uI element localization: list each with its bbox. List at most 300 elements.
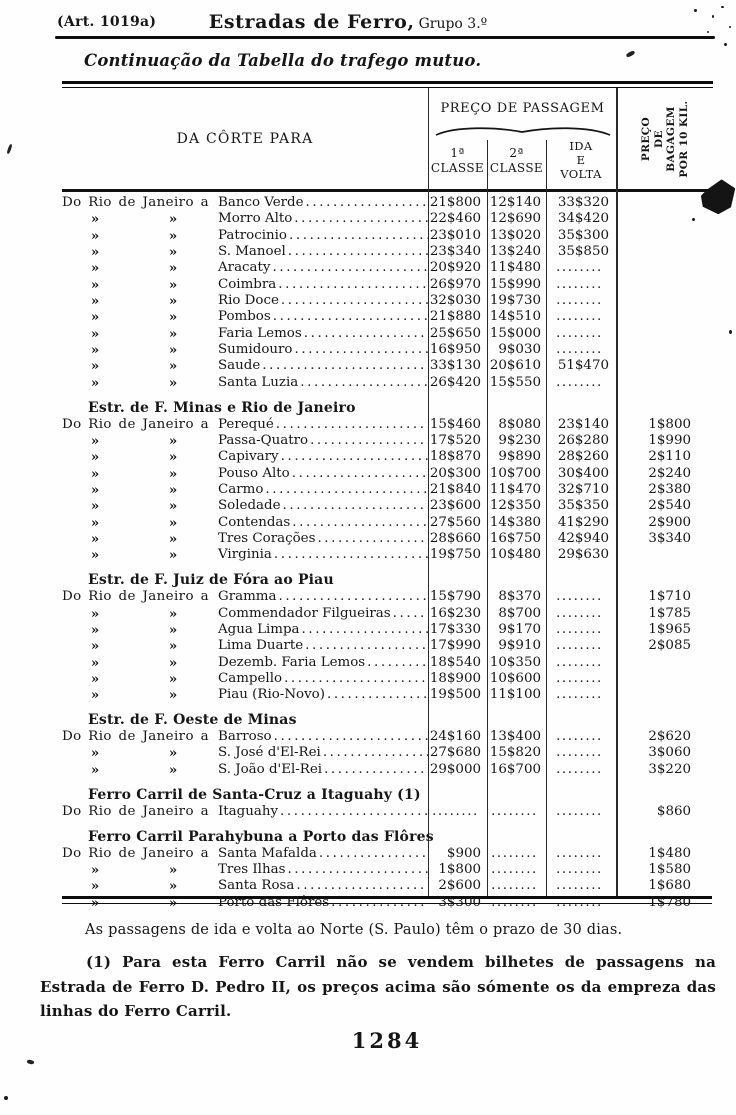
ditto-mark: » (90, 638, 100, 655)
destination-name: Faria Lemos (218, 325, 302, 341)
fare-second-class: 10$700 (489, 465, 541, 481)
table-row (62, 606, 712, 622)
destination-name: Piau (Rio-Novo) (218, 687, 325, 703)
baggage-price (617, 687, 712, 703)
destination-name: Pombos (218, 309, 271, 325)
fare-first-class: 18$870 (429, 449, 481, 465)
destination-name: Contendas (218, 514, 291, 530)
baggage-price: 1$800 (648, 416, 691, 432)
ditto-mark: » (168, 654, 178, 671)
leader-dots (294, 211, 428, 227)
baggage-price: 2$240 (648, 465, 691, 481)
baggage-price: 2$900 (648, 514, 691, 530)
destination-cell (62, 326, 428, 342)
ditto-mark: » (168, 687, 178, 704)
baggage-price (617, 195, 712, 211)
baggage-price (617, 244, 712, 260)
fare-second-class: 12$140 (489, 195, 541, 210)
fare-second-class: 16$700 (489, 761, 541, 777)
table-row (62, 358, 712, 374)
table-row (62, 687, 712, 703)
destination-name: S. Manoel (218, 244, 286, 260)
leader-dots (281, 449, 428, 465)
fare-second-class: 13$240 (489, 244, 541, 260)
baggage-price: 1$990 (648, 432, 691, 448)
table-row (62, 498, 712, 514)
page-title-group: Grupo 3.º (418, 16, 488, 32)
table-row (62, 482, 712, 498)
table-row (62, 277, 712, 293)
destination-name: Dezemb. Faria Lemos (218, 654, 366, 670)
ditto-mark: » (90, 745, 100, 762)
fare-second-class: 19$730 (489, 293, 541, 309)
ditto-mark: » (168, 276, 178, 293)
footnote-ferro-carril: (1) Para esta Ferro Carril não se vendem bilhetes de passagens na Estrada de Ferro D. Pedro II, os preços acima são sómente os da empreza das linhas do Ferro Carril. (40, 953, 716, 1020)
baggage-price (617, 342, 712, 358)
ditto-mark: » (168, 211, 178, 228)
table-row (62, 846, 712, 862)
ink-smudge (626, 50, 636, 58)
leader-dots (295, 342, 429, 358)
ink-speck (694, 9, 697, 12)
fare-second-class: 15$550 (489, 374, 541, 390)
fare-roundtrip: 35$850 (557, 244, 609, 260)
destination-cell (62, 862, 428, 878)
leader-dots (284, 671, 428, 687)
fare-roundtrip: 23$140 (557, 416, 609, 432)
leader-dots (310, 433, 428, 449)
table-row (62, 326, 712, 342)
fare-second-class: 10$350 (489, 654, 541, 670)
destination-cell (62, 895, 428, 911)
fare-second-class: 11$100 (489, 687, 541, 703)
destination-name: Itaguahy (218, 803, 279, 819)
ditto-mark: » (168, 449, 178, 466)
ditto-mark: » (168, 878, 178, 895)
ink-smudge (6, 144, 12, 154)
destination-cell (62, 482, 428, 498)
destination-name: Capivary (218, 449, 279, 465)
table-row (62, 466, 712, 482)
fare-first-class: 15$460 (429, 416, 481, 432)
table-row (62, 729, 712, 745)
brace-rule (434, 124, 612, 137)
ink-speck (712, 15, 714, 18)
destination-name: Santa Rosa (218, 878, 295, 894)
destination-cell (62, 729, 428, 745)
fare-first-class: 17$990 (429, 638, 481, 654)
ditto-mark: » (168, 260, 178, 277)
table-row (62, 862, 712, 878)
leader-dots (281, 293, 428, 309)
fare-first-class: 15$790 (429, 589, 481, 605)
ditto-mark: » (90, 670, 100, 687)
fare-second-class: ........ (491, 803, 538, 819)
ditto-mark: » (168, 547, 178, 564)
fare-first-class: 21$800 (429, 195, 481, 210)
destination-name: Banco Verde (218, 195, 304, 210)
ditto-mark: » (90, 358, 100, 375)
fare-roundtrip: ........ (556, 761, 603, 777)
fare-first-class: 25$650 (429, 325, 481, 341)
destination-cell (62, 531, 428, 547)
destination-name: Saude (218, 358, 261, 374)
fare-second-class: ........ (491, 894, 538, 910)
baggage-price: 2$380 (648, 482, 691, 497)
leader-dots (278, 277, 428, 293)
destination-name: Perequé (218, 416, 274, 432)
fare-first-class: 22$460 (429, 211, 481, 227)
destination-cell (62, 606, 428, 622)
ditto-mark: » (168, 432, 178, 449)
page-title: Estradas de Ferro, (208, 11, 415, 33)
leader-dots (289, 228, 428, 244)
fare-first-class: 18$540 (429, 654, 481, 670)
fare-second-class: 9$910 (498, 638, 541, 654)
baggage-price (617, 293, 712, 309)
ditto-mark: » (90, 621, 100, 638)
page-header (0, 11, 696, 33)
ditto-mark: » (168, 374, 178, 391)
baggage-price: 1$965 (648, 621, 691, 637)
baggage-price: 1$710 (648, 589, 691, 605)
baggage-price (617, 655, 712, 671)
leader-dots (323, 745, 428, 761)
destination-cell (62, 449, 428, 465)
destination-cell (62, 655, 428, 671)
leader-dots (283, 498, 429, 514)
table-row (62, 762, 712, 778)
fare-first-class: 28$660 (429, 531, 481, 547)
fare-second-class: 8$370 (498, 589, 541, 605)
fare-second-class: 11$480 (489, 260, 541, 276)
table-row (62, 211, 712, 227)
destination-name: Barroso (218, 729, 272, 745)
destination-cell (62, 375, 428, 391)
ditto-mark: » (90, 211, 100, 228)
destination-cell (62, 433, 428, 449)
ditto-mark: » (168, 498, 178, 515)
fare-roundtrip: 35$300 (557, 227, 609, 243)
table-row (62, 309, 712, 325)
table-row (62, 433, 712, 449)
fare-second-class: 8$700 (498, 605, 541, 621)
leader-dots (296, 878, 428, 894)
destination-cell (62, 195, 428, 211)
fare-roundtrip: ........ (556, 687, 603, 703)
fare-roundtrip: ........ (556, 589, 603, 605)
ditto-mark: » (90, 244, 100, 261)
fare-second-class: 13$400 (489, 729, 541, 745)
table-row (62, 449, 712, 465)
ink-speck (692, 218, 695, 221)
fare-second-class: 11$470 (489, 482, 541, 497)
ink-speck (729, 26, 731, 28)
fare-first-class: 20$920 (429, 260, 481, 276)
leader-dots (280, 804, 428, 820)
fare-second-class: 9$890 (498, 449, 541, 465)
leader-dots (327, 687, 428, 703)
baggage-price: 1$580 (648, 861, 691, 877)
fare-roundtrip: ........ (556, 621, 603, 637)
destination-cell (62, 622, 428, 638)
column-group-header-fares: PREÇO DE PASSAGEM (440, 101, 605, 116)
destination-name: Coimbra (218, 276, 277, 292)
column-header-origin: DA CÔRTE PARA (176, 131, 314, 147)
article-reference: (Art. 1019a) (57, 14, 157, 30)
ditto-mark: » (168, 638, 178, 655)
leader-dots (262, 358, 428, 374)
ditto-mark: » (90, 342, 100, 359)
fare-first-class: 23$340 (429, 244, 481, 260)
leader-dots (319, 846, 428, 862)
ditto-mark: » (90, 654, 100, 671)
ditto-mark: » (90, 482, 100, 498)
ditto-mark: » (90, 374, 100, 391)
leader-dots (292, 466, 428, 482)
table-row (62, 342, 712, 358)
fare-roundtrip: ........ (556, 374, 603, 390)
destination-cell (62, 762, 428, 778)
ditto-mark: » (168, 605, 178, 622)
fare-second-class: 15$990 (489, 276, 541, 292)
destination-cell (62, 417, 428, 433)
leader-dots (324, 762, 428, 778)
ditto-mark: » (90, 498, 100, 515)
fare-roundtrip: ........ (556, 878, 603, 894)
ditto-mark: » (168, 482, 178, 498)
fare-roundtrip: ........ (556, 803, 603, 819)
table-body (62, 195, 712, 911)
page-number: 1284 (351, 1028, 423, 1053)
ditto-mark: » (168, 861, 178, 878)
origin-label: Do Rio de Janeiro a (62, 729, 209, 745)
fare-first-class: 21$840 (429, 482, 481, 497)
ditto-mark: » (90, 325, 100, 342)
origin-label: Do Rio de Janeiro a (62, 416, 209, 432)
baggage-price: 3$220 (648, 761, 691, 777)
ditto-mark: » (168, 894, 178, 911)
leader-dots (273, 309, 428, 325)
table-row (62, 260, 712, 276)
ditto-mark: » (90, 227, 100, 244)
destination-cell (62, 228, 428, 244)
leader-dots (288, 244, 428, 260)
destination-name: Lima Duarte (218, 638, 304, 654)
fare-roundtrip: ........ (556, 861, 603, 877)
destination-name: Patrocinio (218, 227, 287, 243)
fare-roundtrip: 34$420 (557, 211, 609, 227)
table-header-rule (62, 189, 712, 192)
fare-roundtrip: ........ (556, 293, 603, 309)
fare-first-class: 17$330 (429, 621, 481, 637)
destination-name: Rio Doce (218, 293, 279, 309)
fare-first-class: 33$130 (429, 358, 481, 374)
fare-first-class: 19$500 (429, 687, 481, 703)
fare-roundtrip: ........ (556, 276, 603, 292)
fare-roundtrip: 30$400 (557, 465, 609, 481)
destination-name: Soledade (218, 498, 281, 514)
fare-first-class: 27$560 (429, 514, 481, 530)
table-row (62, 531, 712, 547)
ditto-mark: » (90, 861, 100, 878)
origin-label: Do Rio de Janeiro a (62, 589, 209, 605)
fare-roundtrip: 42$940 (557, 531, 609, 547)
destination-cell (62, 671, 428, 687)
ditto-mark: » (90, 276, 100, 293)
ditto-mark: » (90, 547, 100, 564)
leader-dots (317, 531, 428, 547)
baggage-price (617, 211, 712, 227)
leader-dots (304, 326, 428, 342)
baggage-price: 1$780 (648, 894, 691, 910)
ditto-mark: » (168, 293, 178, 310)
fare-first-class: 16$230 (429, 605, 481, 621)
fare-first-class: 23$010 (429, 227, 481, 243)
destination-cell (62, 358, 428, 374)
fare-first-class: 2$600 (438, 878, 481, 894)
destination-name: Commendador Filgueiras (218, 605, 391, 621)
ink-smudge (27, 1059, 35, 1064)
baggage-price: 1$785 (648, 605, 691, 621)
fare-first-class: 27$680 (429, 745, 481, 761)
fare-first-class: 23$600 (429, 498, 481, 514)
baggage-price (617, 547, 712, 563)
ditto-mark: » (90, 449, 100, 466)
ditto-mark: » (168, 514, 178, 531)
destination-cell (62, 687, 428, 703)
fare-second-class: ........ (491, 861, 538, 877)
baggage-price: $860 (656, 803, 691, 819)
ditto-mark: » (90, 878, 100, 895)
fare-roundtrip: 29$630 (557, 547, 609, 563)
destination-name: Porto das Flôres (218, 894, 330, 910)
fare-first-class: 29$000 (429, 761, 481, 777)
fare-roundtrip: ........ (556, 845, 603, 861)
destination-name: Tres Ilhas (218, 861, 286, 877)
fare-roundtrip: ........ (556, 638, 603, 654)
ink-speck (707, 31, 709, 33)
ditto-mark: » (168, 670, 178, 687)
baggage-price (617, 358, 712, 374)
origin-label: Do Rio de Janeiro a (62, 195, 209, 210)
leader-dots (305, 638, 428, 654)
origin-label: Do Rio de Janeiro a (62, 845, 209, 861)
fare-roundtrip: 51$470 (557, 358, 609, 374)
destination-cell (62, 547, 428, 563)
fare-second-class: 14$510 (489, 309, 541, 325)
destination-name: Pouso Alto (218, 465, 290, 481)
leader-dots (276, 417, 428, 433)
fare-second-class: 10$480 (489, 547, 541, 563)
destination-name: Virginia (218, 547, 272, 563)
baggage-price (617, 277, 712, 293)
column-header-baggage: PREÇO DE BAGAGEM POR 10 KIL. (640, 100, 690, 178)
baggage-price (617, 309, 712, 325)
destination-cell (62, 244, 428, 260)
destination-cell (62, 846, 428, 862)
table-row (62, 895, 712, 911)
table-top-rule (62, 81, 713, 88)
destination-cell (62, 498, 428, 514)
fare-second-class: 12$350 (489, 498, 541, 514)
leader-dots (393, 606, 428, 622)
section-heading: Ferro Carril de Santa-Cruz a Itaguahy (1) (88, 786, 421, 803)
ditto-mark: » (90, 894, 100, 911)
baggage-price: 3$340 (648, 531, 691, 547)
ditto-mark: » (90, 260, 100, 277)
ditto-mark: » (90, 465, 100, 482)
ditto-mark: » (168, 358, 178, 375)
table-row (62, 638, 712, 654)
destination-name: Tres Corações (218, 531, 316, 547)
fare-roundtrip: ........ (556, 260, 603, 276)
ditto-mark: » (168, 621, 178, 638)
fare-first-class: ........ (432, 803, 479, 819)
destination-cell (62, 309, 428, 325)
fare-first-class: 26$970 (429, 276, 481, 292)
fare-second-class: 12$690 (489, 211, 541, 227)
fare-second-class: ........ (491, 878, 538, 894)
column-header-roundtrip: IDA E VOLTA (560, 139, 602, 181)
fare-second-class: 20$610 (489, 358, 541, 374)
destination-cell (62, 515, 428, 531)
ditto-mark: » (90, 687, 100, 704)
ditto-mark: » (90, 605, 100, 622)
leader-dots (331, 895, 428, 911)
destination-cell (62, 638, 428, 654)
destination-cell (62, 211, 428, 227)
fare-second-class: 15$820 (489, 745, 541, 761)
leader-dots (287, 862, 428, 878)
ditto-mark: » (168, 531, 178, 548)
baggage-price (617, 260, 712, 276)
fare-second-class: 14$380 (489, 514, 541, 530)
leader-dots (306, 195, 428, 211)
destination-name: Gramma (218, 589, 277, 605)
table-row (62, 878, 712, 894)
leader-dots (300, 375, 428, 391)
table-row (62, 195, 712, 211)
baggage-price: 2$110 (648, 449, 691, 465)
header-rule (55, 36, 715, 39)
fare-second-class: 16$750 (489, 531, 541, 547)
fare-second-class: ........ (491, 845, 538, 861)
table-row (62, 515, 712, 531)
ditto-mark: » (90, 309, 100, 326)
table-row (62, 375, 712, 391)
fare-roundtrip: ........ (556, 745, 603, 761)
baggage-price: 2$540 (648, 498, 691, 514)
ditto-mark: » (90, 293, 100, 310)
fare-second-class: 13$020 (489, 227, 541, 243)
table-row (62, 655, 712, 671)
fare-roundtrip: 28$260 (557, 449, 609, 465)
table-row (62, 417, 712, 433)
fare-first-class: 16$950 (429, 342, 481, 358)
baggage-price: 1$480 (648, 845, 691, 861)
leader-dots (278, 589, 428, 605)
origin-label: Do Rio de Janeiro a (62, 803, 209, 819)
baggage-price (617, 671, 712, 687)
fare-first-class: 3$300 (438, 894, 481, 910)
table-caption: Continuação da Tabella do trafego mutuo. (84, 51, 482, 70)
leader-dots (265, 482, 428, 498)
fare-roundtrip: ........ (556, 325, 603, 341)
ink-speck (729, 330, 732, 334)
ditto-mark: » (168, 325, 178, 342)
fare-second-class: 10$600 (489, 670, 541, 686)
